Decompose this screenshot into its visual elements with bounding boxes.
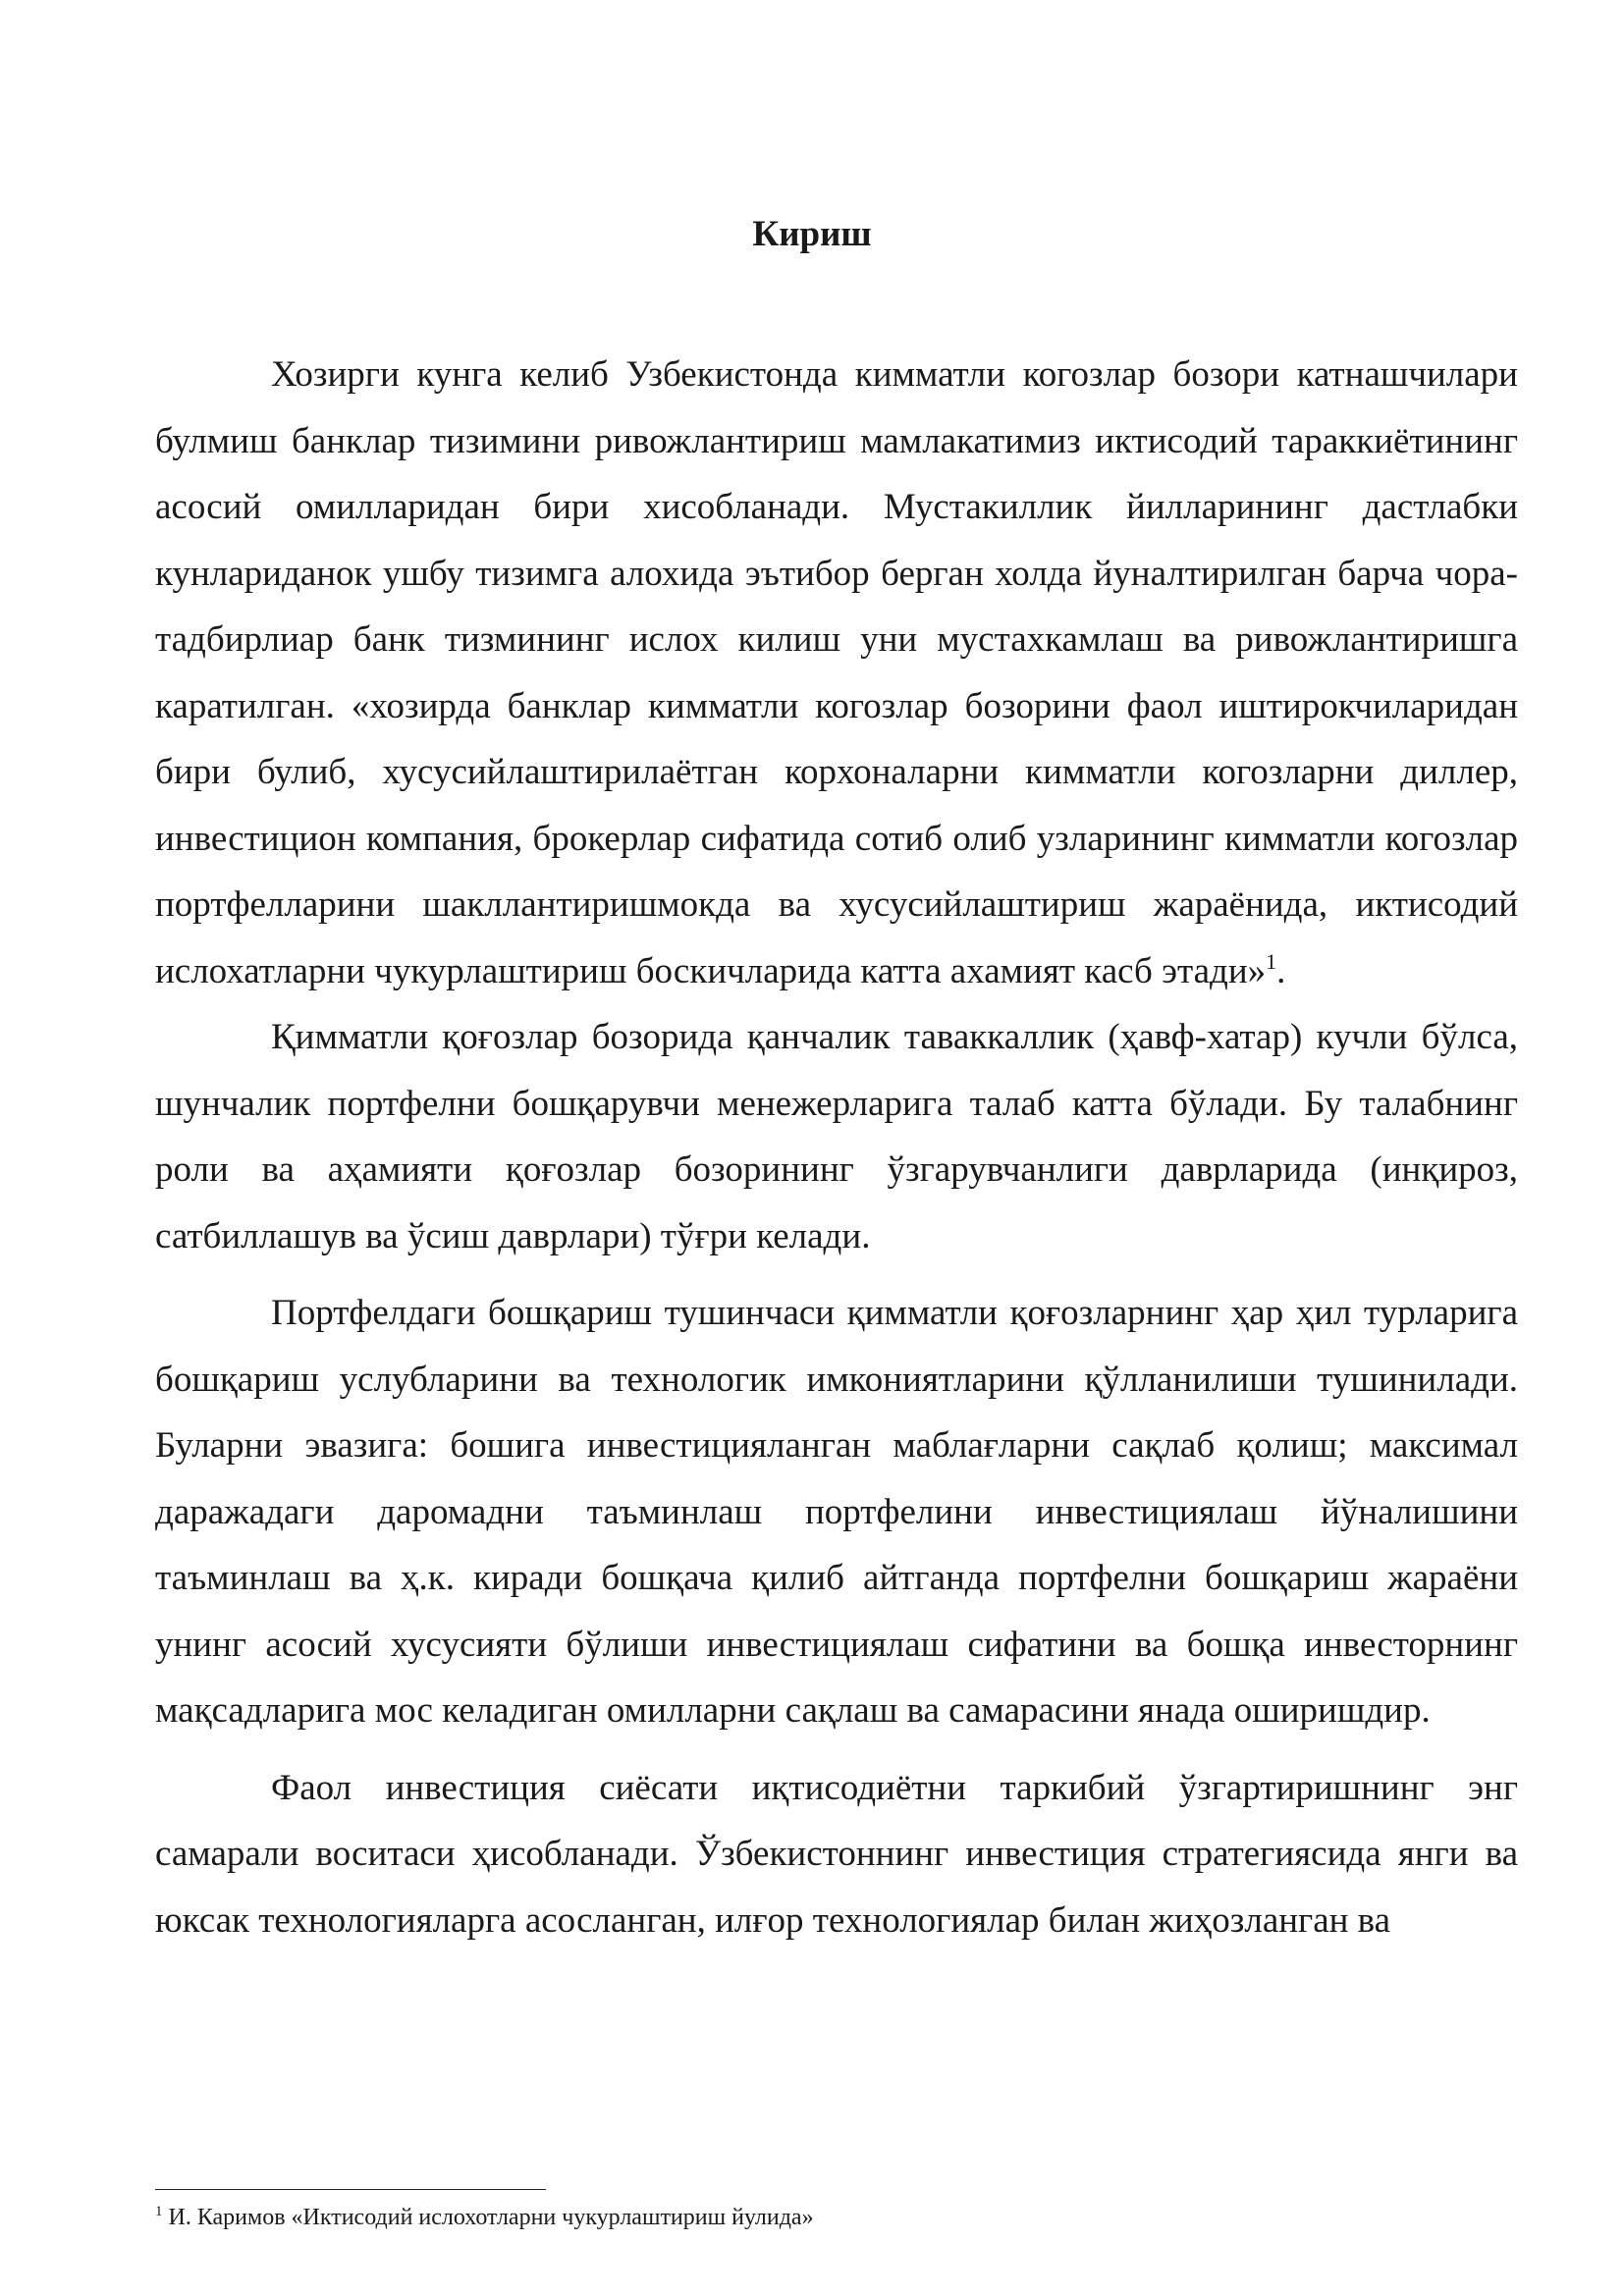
footnote-separator — [155, 2189, 546, 2190]
paragraph-1 — [155, 342, 1518, 1004]
paragraph-1-text: Хозирги кунга келиб Узбекистонда кимматли когозлар бозори катнашчилари булмиш банклар тизимини ривожлантириш мамлакатимиз иктисодий тараккиётининг асосий омилларидан бири хисобланади. Мустакиллик йилларининг дастлабки кунлариданок ушбу тизимга алохида эътибор берган холда йуналтирилган барча чора-тадбирлиар банк тизмининг ислох килиш уни мустахкамлаш ва ривожлантиришга каратилган. «хозирда банклар кимматли когозлар бозорини фаол иштирокчиларидан бири булиб, хусусийлаштирилаётган корхоналарни кимматли когозларни диллер, инвестицион компания, брокерлар сифатида сотиб олиб узларининг кимматли когозлар портфелларини шакллантиришмокда ва хусусийлаштириш жараёнида, иктисодий ислохатларни чукурлаштириш боскичларида катта ахамият касб этади» — [155, 354, 1518, 991]
paragraph-2: Қимматли қоғозлар бозорида қанчалик таваккаллик (ҳавф-хатар) кучли бўлса, шунчалик портфелни бошқарувчи менежерларига талаб катта бўлади. Бу талабнинг роли ва аҳамияти қоғозлар бозорининг ўзгарувчанлиги даврларида (инқироз, сатбиллашув ва ўсиш даврлари) тўғри келади. — [155, 1017, 1518, 1256]
footnote — [155, 2203, 1518, 2232]
paragraph-3: Портфелдаги бошқариш тушинчаси қимматли қоғозларнинг ҳар ҳил турларига бошқариш услубларини ва технологик имкониятларини қўлланилиши тушинилади. Буларни эвазига: бошига инвестицияланган маблағларни сақлаб қолиш; максимал даражадаги даромадни таъминлаш портфелини инвестициялаш йўналишини таъминлаш ва ҳ.к. киради бошқача қилиб айтганда портфелни бошқариш жараёни унинг асосий хусусияти бўлиши инвестициялаш сифатини ва бошқа инвесторнинг мақсадларига мос келадиган омилларни сақлаш ва самарасини янада оширишдир. — [155, 1293, 1518, 1731]
footnote-reference: 1 — [1266, 948, 1277, 974]
footnote-number: 1 — [155, 2204, 163, 2219]
paragraph-4: Фаол инвестиция сиёсати иқтисодиётни таркибий ўзгартиришнинг энг самарали воситаси ҳисобланади. Ўзбекистоннинг инвестиция стратегиясида янги ва юксак технологияларга асосланган, илғор технологиялар билан жиҳозланган ва — [155, 1767, 1518, 1941]
paragraph-1-tail: . — [1276, 950, 1286, 991]
page-title: Кириш — [752, 214, 872, 254]
footnote-text: И. Каримов «Иктисодий ислохотларни чукурлаштириш йулида» — [168, 2205, 814, 2230]
body-text — [155, 342, 1518, 1953]
